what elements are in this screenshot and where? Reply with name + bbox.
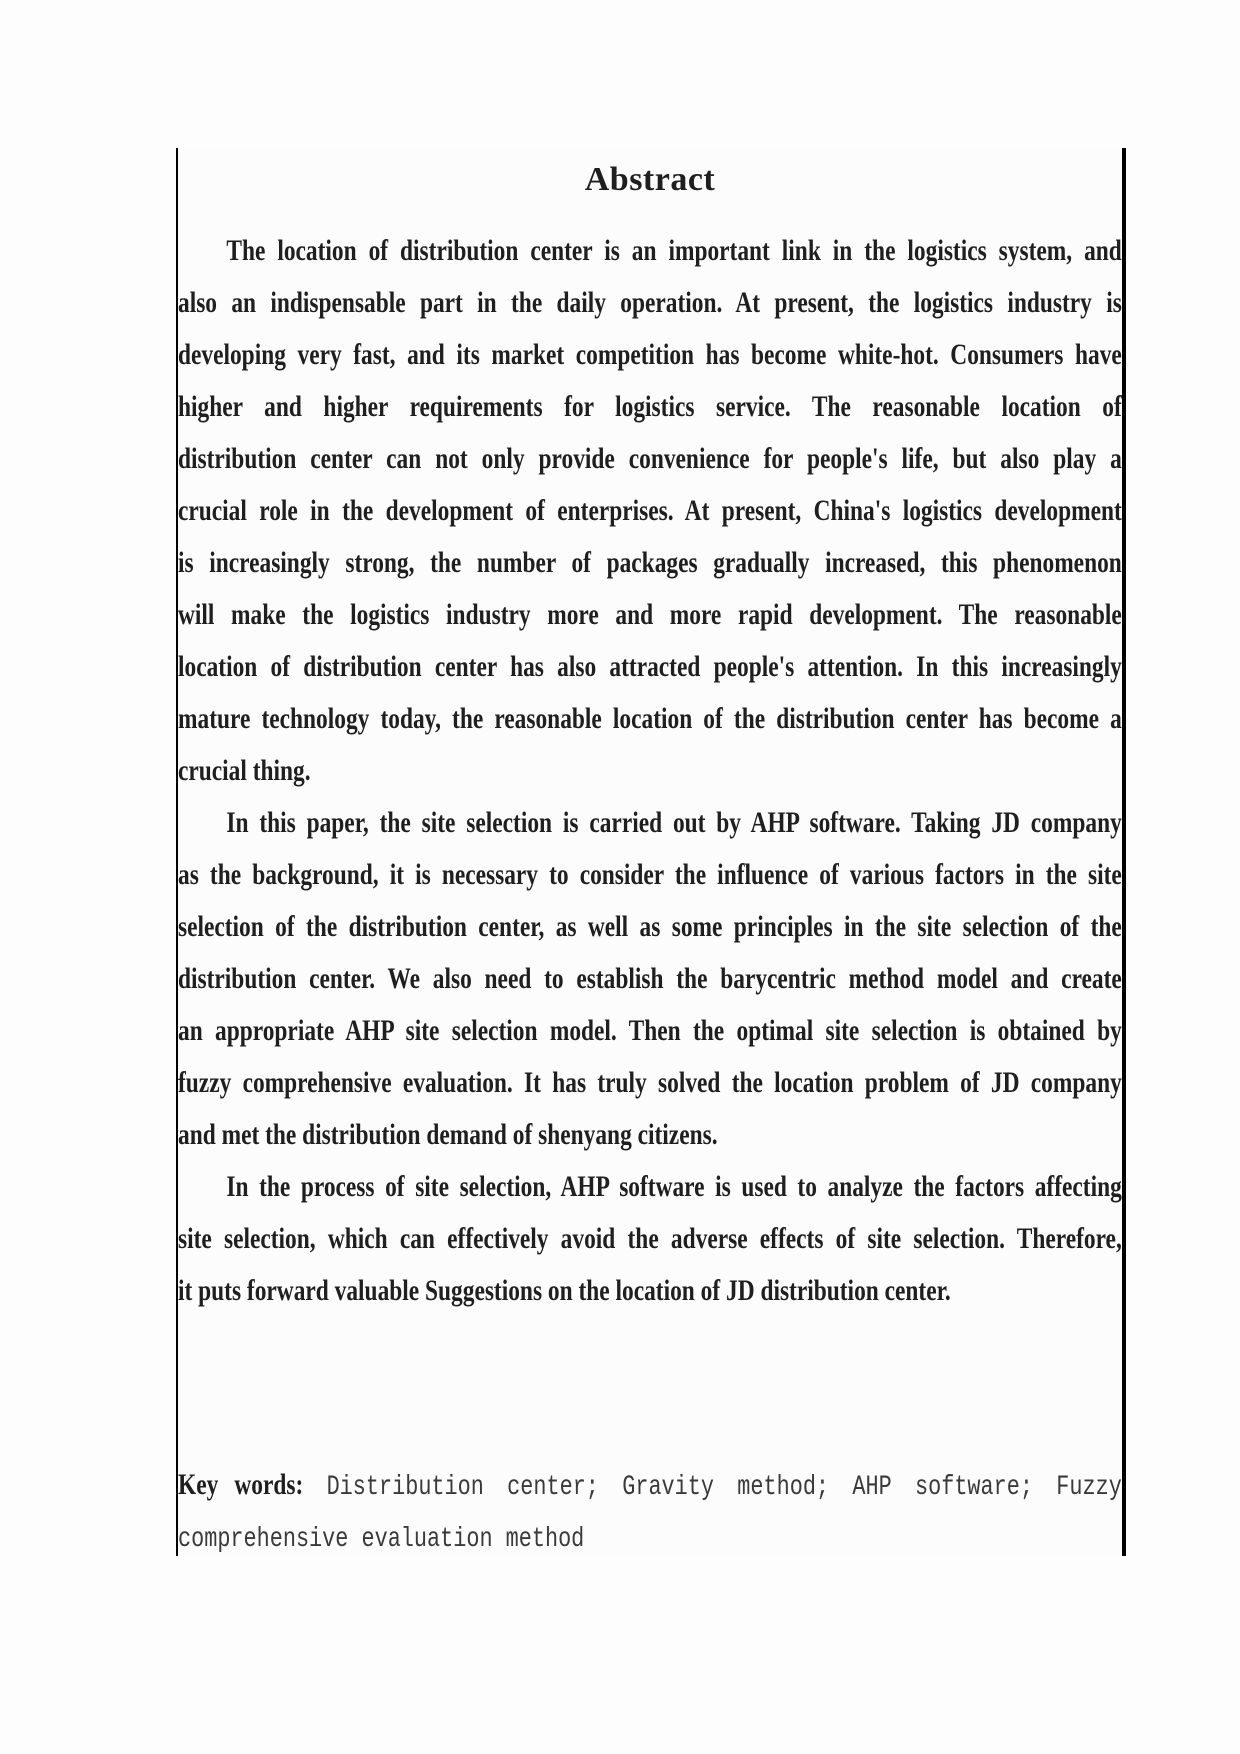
content-column xyxy=(178,225,1122,1566)
paragraph-line: selection of the distribution center, as well as some principles in the site selection of the xyxy=(178,910,1122,943)
paragraph-line: as the background, it is necessary to consider the influence of various factors in the site xyxy=(178,858,1122,891)
paragraph-line: distribution center can not only provide convenience for people's life, but also play a xyxy=(178,442,1122,475)
paragraph-line: and met the distribution demand of shenyang citizens. xyxy=(178,1118,718,1151)
paragraph-line: The location of distribution center is an important link in the logistics system, and xyxy=(226,234,1122,267)
paragraph-line: is increasingly strong, the number of packages gradually increased, this phenomenon xyxy=(178,546,1122,579)
paragraph-line: crucial thing. xyxy=(178,754,311,787)
paragraph-line: an appropriate AHP site selection model. Then the optimal site selection is obtained by xyxy=(178,1014,1122,1047)
paragraph-line: location of distribution center has also attracted people's attention. In this increasingly xyxy=(178,650,1122,683)
keywords-line-1 xyxy=(178,1459,1122,1514)
paragraph-line: In the process of site selection, AHP software is used to analyze the factors affecting xyxy=(226,1170,1122,1203)
paragraph-line: developing very fast, and its market competition has become white-hot. Consumers have xyxy=(178,338,1122,371)
paragraph-line: fuzzy comprehensive evaluation. It has truly solved the location problem of JD company xyxy=(178,1066,1122,1099)
paragraph-line: will make the logistics industry more and more rapid development. The reasonable xyxy=(178,598,1122,631)
keywords-label: Key words: xyxy=(178,1468,304,1501)
keywords-line-2: comprehensive evaluation method xyxy=(178,1524,585,1555)
paragraph-line: mature technology today, the reasonable location of the distribution center has become a xyxy=(178,702,1122,735)
keywords-text: Distribution center; Gravity method; AHP software; Fuzzy xyxy=(326,1472,1122,1503)
paragraph-line: also an indispensable part in the daily operation. At present, the logistics industry is xyxy=(178,286,1122,319)
paragraph-line: distribution center. We also need to establish the barycentric method model and create xyxy=(178,962,1122,995)
paragraph-line: crucial role in the development of enterprises. At present, China's logistics development xyxy=(178,494,1122,527)
paragraph-line: it puts forward valuable Suggestions on the location of JD distribution center. xyxy=(178,1274,951,1307)
paragraph-line: In this paper, the site selection is carried out by AHP software. Taking JD company xyxy=(226,806,1122,839)
paragraph-line: higher and higher requirements for logistics service. The reasonable location of xyxy=(178,390,1122,423)
page-title: Abstract xyxy=(584,161,716,198)
abstract-body xyxy=(178,225,1122,1317)
paragraph-line: site selection, which can effectively avoid the adverse effects of site selection. Therefore, xyxy=(178,1222,1122,1255)
keywords-block xyxy=(178,1459,1122,1566)
